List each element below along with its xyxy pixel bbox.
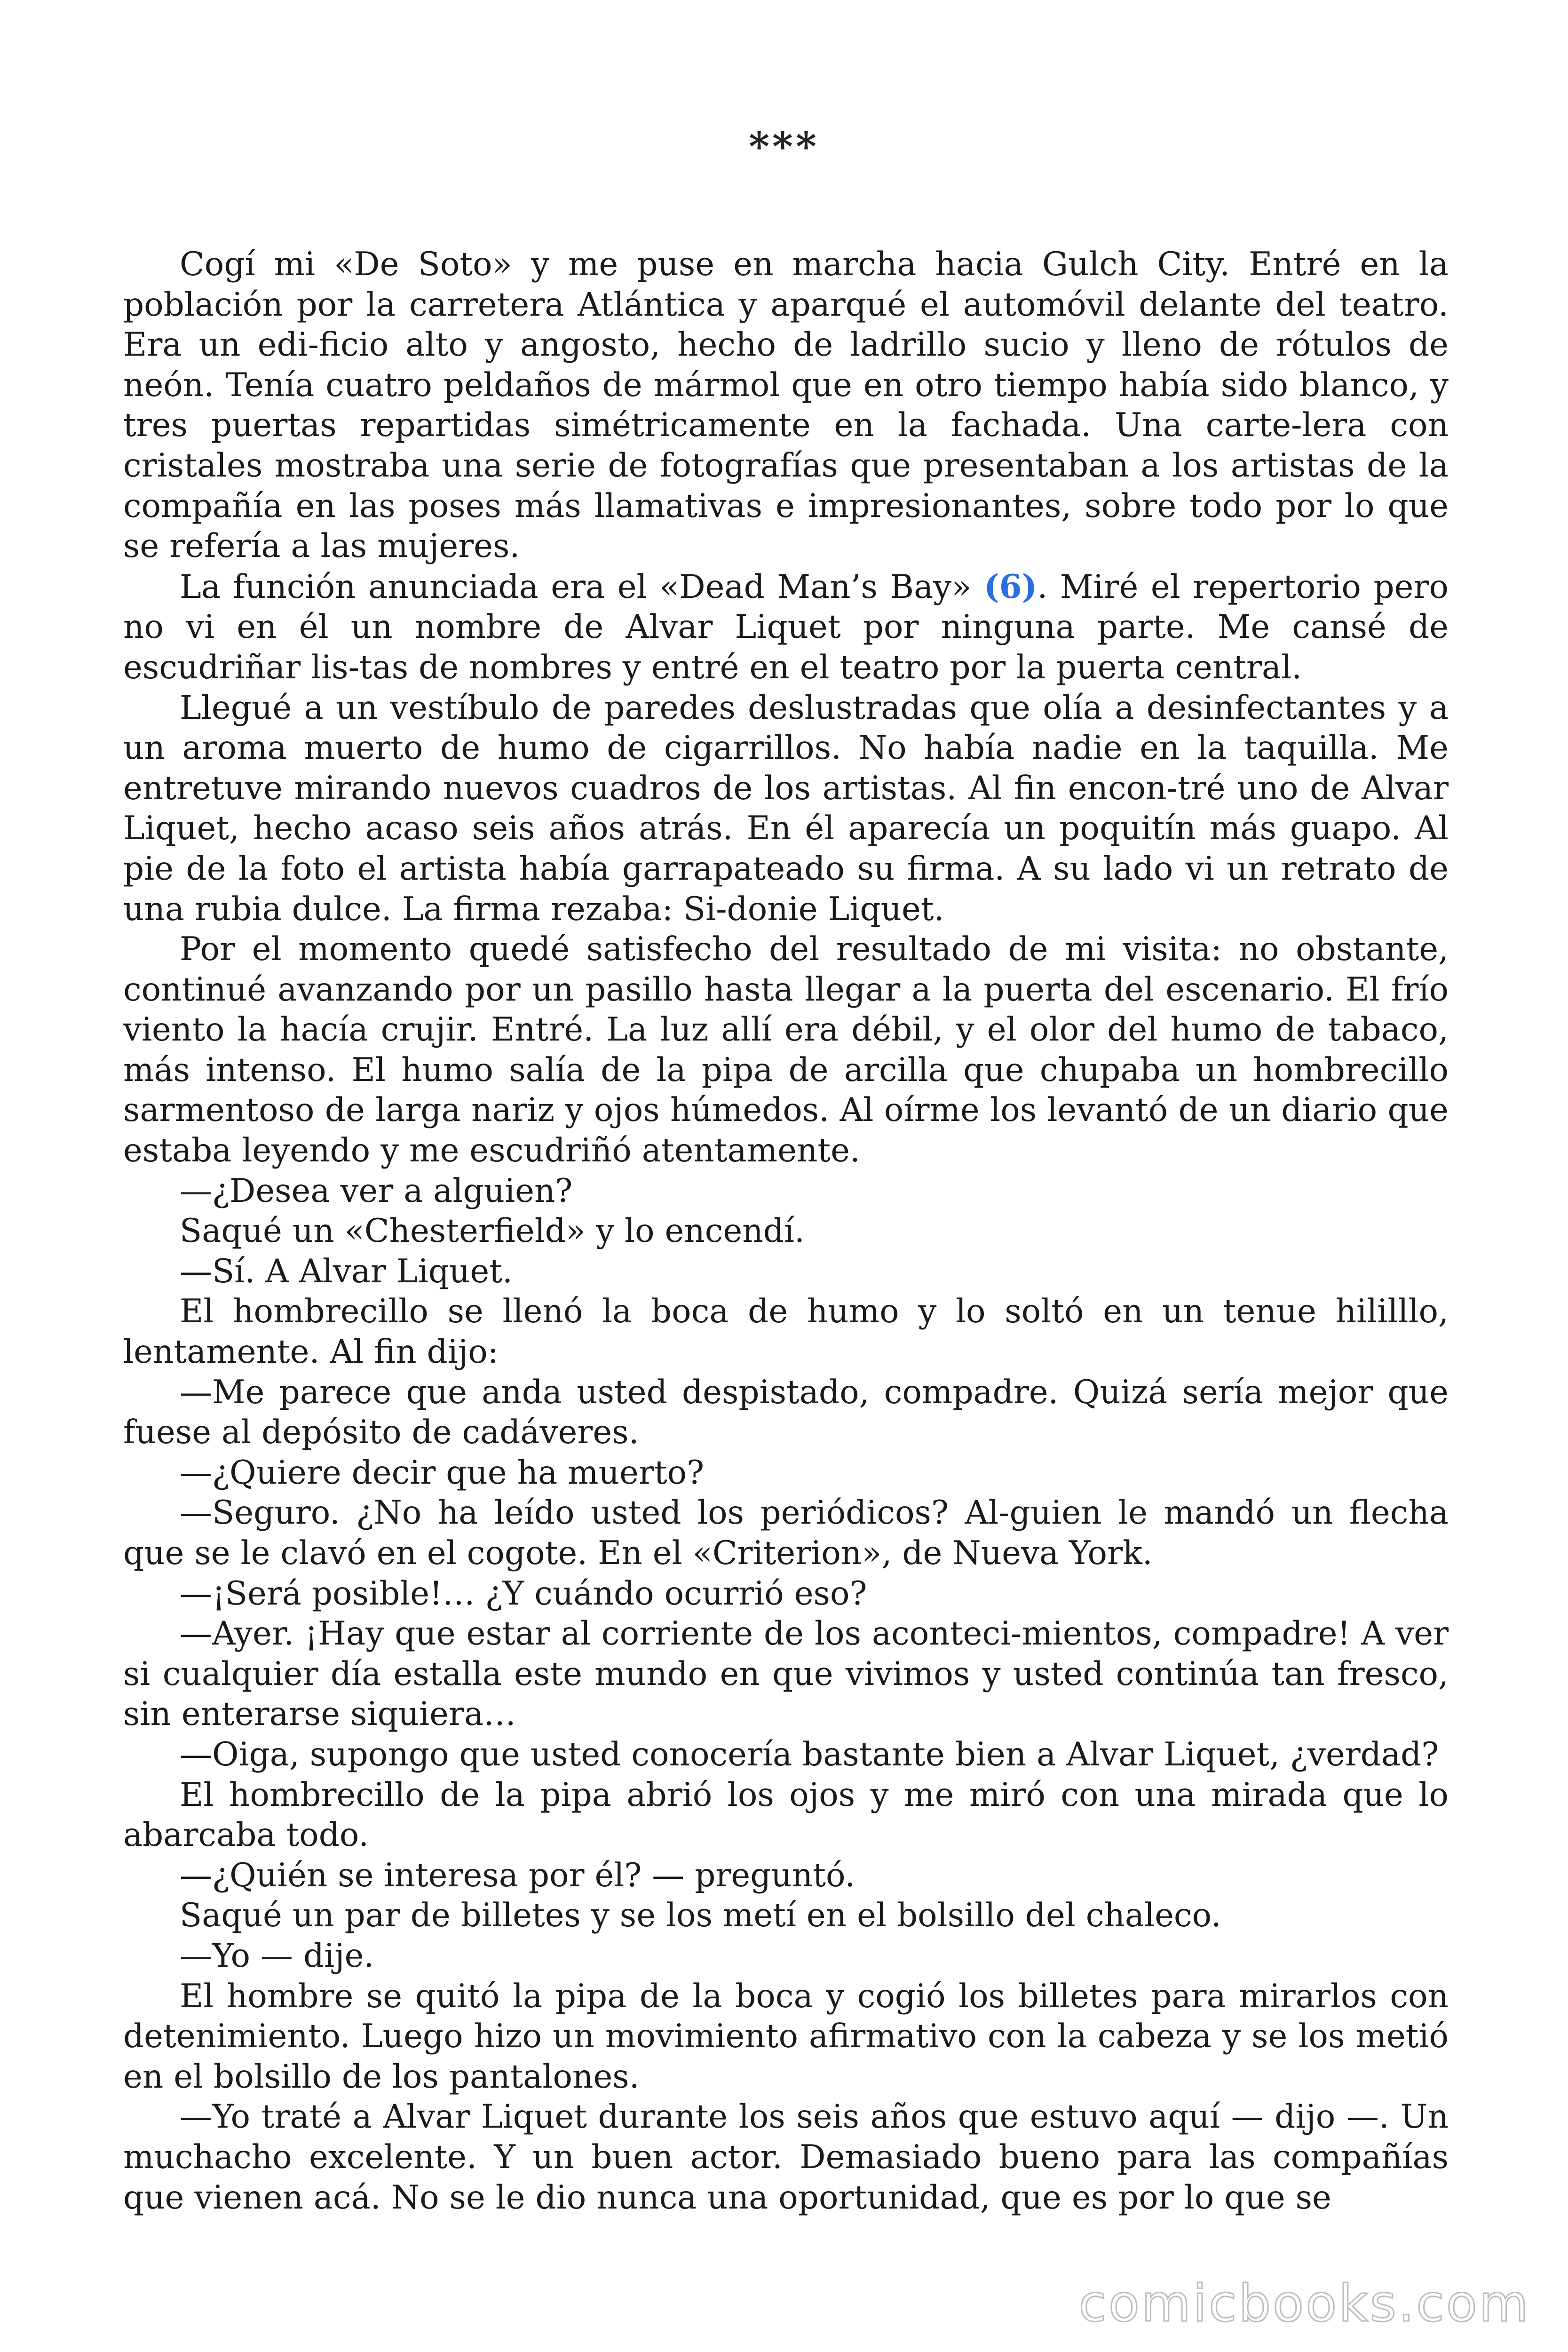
section-separator: *** — [749, 123, 819, 170]
dialogue-line: —Yo — dije. — [180, 1937, 374, 1975]
paragraph: Saqué un par de billetes y se los metí en el bolsillo del chaleco. — [180, 1897, 1221, 1935]
watermark-logo: comicbooks.com — [1078, 2274, 1530, 2333]
footnote-link[interactable] — [984, 568, 1037, 606]
dialogue-line: —¡Será posible!… ¿Y cuándo ocurrió eso? — [180, 1574, 867, 1613]
paragraph: Por el momento quedé satisfecho del resultado de mi visita: no obstante, continué avanzando por un pasillo hasta llegar a la puerta del escenario. El frío viento la hacía crujir. Entré. La luz allí era débil, y el olor del humo de tabaco, más intenso. El humo salía de la pipa de arcilla que chupaba un hombrecillo sarmentoso de larga nariz y ojos húmedos. Al oírme los levantó de un diario que estaba leyendo y me escudriñó atentamente. — [123, 930, 1449, 1170]
dialogue-line: —Sí. A Alvar Liquet. — [180, 1252, 513, 1290]
footnote-paren-open: ( — [984, 567, 999, 606]
body-text — [123, 245, 1449, 2217]
paragraph-text: La función anunciada era el «Dead Man’s Bay» — [180, 568, 984, 606]
dialogue-line: —Seguro. ¿No ha leído usted los periódicos? Al-guien le mandó un flecha que se le clavó en el cogote. En el «Criterion», de Nueva York. — [123, 1494, 1449, 1572]
dialogue-line: —¿Quiere decir que ha muerto? — [180, 1454, 705, 1492]
paragraph — [123, 567, 1449, 688]
dialogue-line: —Yo traté a Alvar Liquet durante los seis años que estuvo aquí — dijo —. Un muchacho excelente. Y un buen actor. Demasiado bueno para las compañías que vienen acá. No se le dio nunca una oportunidad, que es por lo que se — [123, 2098, 1449, 2217]
footnote-number: 6 — [999, 567, 1022, 606]
dialogue-line: —¿Desea ver a alguien? — [180, 1172, 573, 1210]
paragraph: El hombrecillo se llenó la boca de humo y lo soltó en un tenue hililllo, lentamente. Al fin dijo: — [123, 1293, 1449, 1371]
dialogue-line: —Oiga, supongo que usted conocería bastante bien a Alvar Liquet, ¿verdad? — [180, 1735, 1439, 1773]
dialogue-line: —Me parece que anda usted despistado, compadre. Quizá sería mejor que fuese al depósito de cadáveres. — [123, 1373, 1449, 1452]
paragraph: El hombre se quitó la pipa de la boca y cogió los billetes para mirarlos con detenimiento. Luego hizo un movimiento afirmativo con la cabeza y se los metió en el bolsillo de los pantalones. — [123, 1977, 1449, 2096]
dialogue-line: —¿Quién se interesa por él? — preguntó. — [180, 1856, 855, 1894]
dialogue-line: —Ayer. ¡Hay que estar al corriente de los aconteci-mientos, compadre! A ver si cualquier día estalla este mundo en que vivimos y usted continúa tan fresco, sin enterarse siquiera… — [123, 1615, 1449, 1733]
paragraph: Saqué un «Chesterfield» y lo encendí. — [180, 1212, 805, 1250]
paragraph: Llegué a un vestíbulo de paredes deslustradas que olía a desinfectantes y a un aroma muerto de humo de cigarrillos. No había nadie en la taquilla. Me entretuve mirando nuevos cuadros de los artistas. Al fin encon-tré uno de Alvar Liquet, hecho acaso seis años atrás. En él aparecía un poquitín más guapo. Al pie de la foto el artista había garrapateado su firma. A su lado vi un retrato de una rubia dulce. La firma rezaba: Si-donie Liquet. — [123, 689, 1449, 928]
paragraph: El hombrecillo de la pipa abrió los ojos y me miró con una mirada que lo abarcaba todo. — [123, 1776, 1449, 1854]
paragraph-text: . Miré el repertorio pero no vi en él un nombre de Alvar Liquet por ninguna parte. Me cansé de escudriñar lis-tas de nombres y entré en el teatro por la puerta central. — [123, 568, 1449, 686]
footnote-paren-close: ) — [1022, 567, 1037, 606]
paragraph: Cogí mi «De Soto» y me puse en marcha hacia Gulch City. Entré en la población por la carretera Atlántica y aparqué el automóvil delante del teatro. Era un edi-ficio alto y angosto, hecho de ladrillo sucio y lleno de rótulos de neón. Tenía cuatro peldaños de mármol que en otro tiempo había sido blanco, y tres puertas repartidas simétricamente en la fachada. Una carte-lera con cristales mostraba una serie de fotografías que presentaban a los artistas de la compañía en las poses más llamativas e impresionantes, sobre todo por lo que se refería a las mujeres. — [123, 246, 1449, 565]
